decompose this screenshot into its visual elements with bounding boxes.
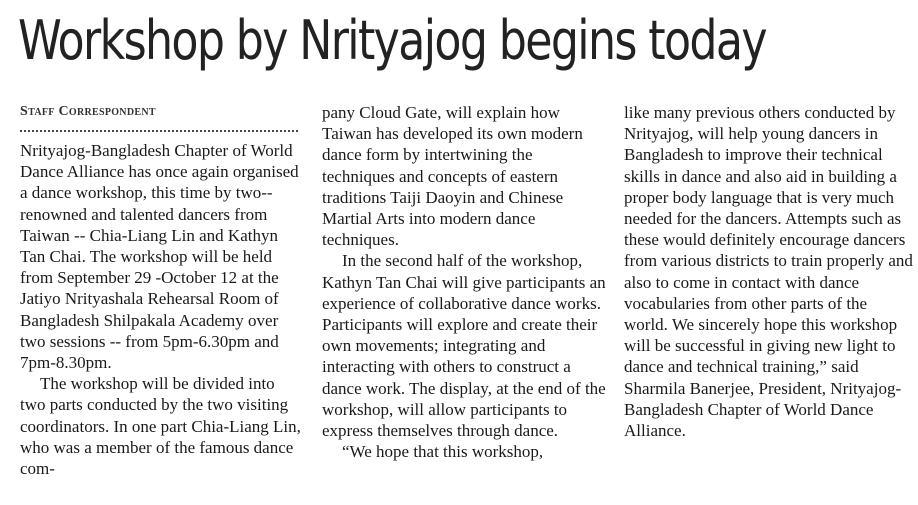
headline: Workshop by Nrityajog begins today: [18, 9, 766, 72]
paragraph: The workshop will be divided into two parts conducted by the two visiting coordinators. In one part Chia-Liang Lin, who was a member of the famous dance com-: [20, 374, 301, 479]
article-column-3: [624, 102, 914, 441]
paragraph: In the second half of the workshop, Kathyn Tan Chai will give participants an experience of collaborative dance works. Participants will explore and create their own movements; integrating and interacting with others to construct a dance work. The display, at the end of the workshop, will allow participants to express themselves through dance.: [322, 251, 606, 441]
paragraph: pany Cloud Gate, will explain how Taiwan has developed its own modern dance form by intertwining the techniques and concepts of eastern traditions Taiji Daoyin and Chinese Martial Arts into modern dance techniques.: [322, 103, 583, 250]
article-column-1: [20, 102, 304, 479]
paragraph: Nrityajog-Bangladesh Chapter of World Dance Alliance has once again organised a dance workshop, this time by two--renowned and talented dancers from Taiwan -- Chia-Liang Lin and Kathyn Tan Chai. The workshop will be held from September 29 -October 12 at the Jatiyo Nrityashala Rehearsal Room of Bangladesh Shilpakala Academy over two sessions -- from 5pm-6.30pm and 7pm-8.30pm.: [20, 141, 299, 373]
byline: Staff Correspondent: [20, 104, 156, 119]
paragraph: like many previous others conducted by Nrityajog, will help young dancers in Bangladesh to improve their technical skills in dance and also aid in building a proper body language that is very much needed for the dancers. Attempts such as these would definitely encourage dancers from various districts to train properly and also to come in contact with dance vocabularies from other parts of the world. We sincerely hope this workshop will be successful in giving new light to dance and technical training,” said Sharmila Banerjee, President, Nrityajog-Bangladesh Chapter of World Dance Alliance.: [624, 103, 913, 441]
paragraph: “We hope that this workshop,: [342, 442, 544, 462]
byline-dotted-rule: [20, 130, 298, 132]
article-column-2: [322, 102, 606, 462]
